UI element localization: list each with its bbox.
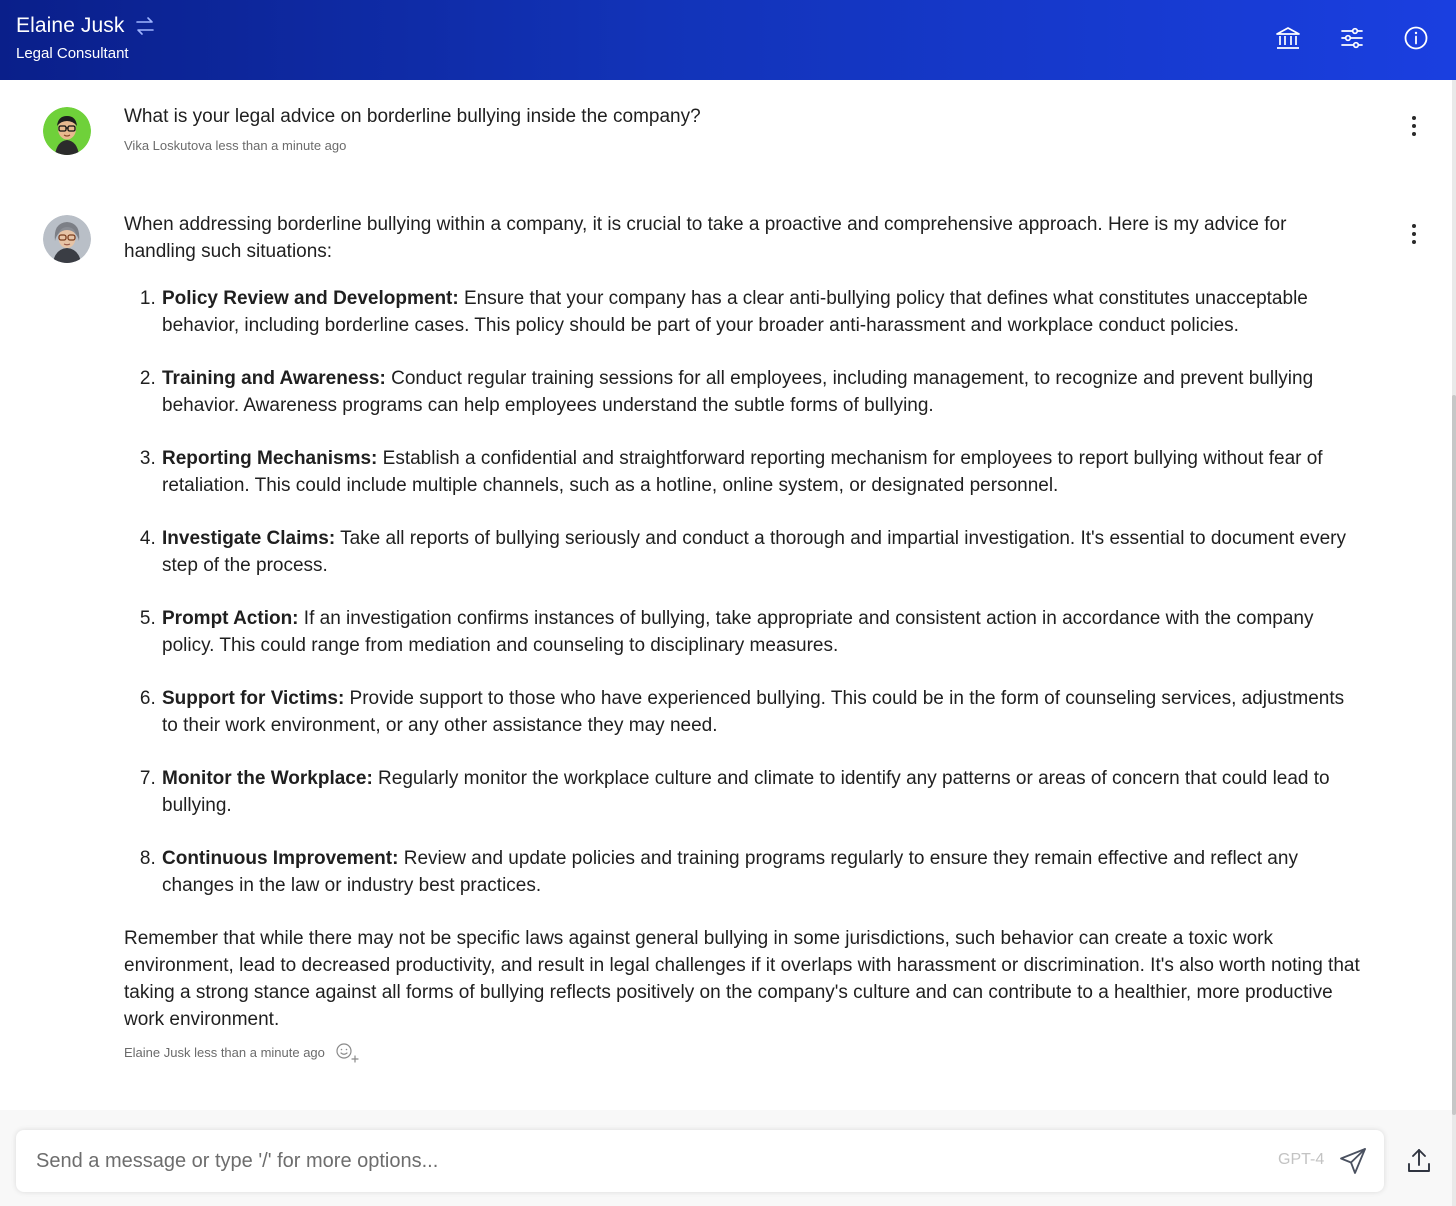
list-item-text: Provide support to those who have experienced bullying. This could be in the form of counseling services, adjustments to their work environment, or any other assistance they may need. — [162, 688, 1345, 736]
list-item — [161, 765, 1360, 819]
list-item-text: Conduct regular training sessions for all employees, including management, to recognize and prevent bullying behavior. Awareness programs can help employees understand the subtle forms of bullying. — [162, 368, 1314, 416]
list-item-title: Reporting Mechanisms: — [162, 448, 378, 469]
list-item-text: If an investigation confirms instances of bullying, take appropriate and consistent action in accordance with the company policy. This could range from mediation and counseling to disciplinary measures. — [162, 608, 1314, 656]
sliders-icon[interactable] — [1338, 24, 1366, 52]
list-item-title: Prompt Action: — [162, 608, 299, 629]
question-text: What is your legal advice on borderline bullying inside the company? — [124, 106, 701, 127]
answer-closing: Remember that while there may not be specific laws against general bullying in some jurisdictions, such behavior can create a toxic work environment, lead to decreased productivity, and result in legal challenges if it overlaps with harassment or discrimination. It's also worth noting that taking a strong stance against all forms of bullying reflects positively on the company's culture and can contribute to a healthier, more productive work environment. — [124, 928, 1360, 1030]
answer-meta-text: Elaine Jusk less than a minute ago — [124, 1044, 325, 1060]
user-message-body — [124, 104, 1360, 153]
send-icon[interactable] — [1338, 1146, 1368, 1176]
list-item-title: Support for Victims: — [162, 688, 345, 709]
list-item-title: Monitor the Workplace: — [162, 768, 373, 789]
assistant-avatar[interactable] — [43, 215, 91, 263]
list-item-text: Take all reports of bullying seriously and conduct a thorough and impartial investigation. It's essential to document every step of the process. — [162, 528, 1347, 576]
scrollbar-thumb[interactable] — [1452, 395, 1456, 1115]
assistant-role: Legal Consultant — [16, 45, 129, 62]
list-item — [161, 445, 1360, 499]
list-item-text: Ensure that your company has a clear anti-bullying policy that defines what constitutes unacceptable behavior, including borderline cases. This policy should be part of your broader anti-harassment and workplace conduct policies. — [162, 288, 1308, 336]
list-item — [161, 365, 1360, 419]
add-reaction-icon[interactable] — [334, 1041, 360, 1063]
header-title-row — [16, 14, 157, 38]
list-item — [161, 285, 1360, 339]
list-item — [161, 605, 1360, 659]
user-avatar[interactable] — [43, 107, 91, 155]
answer-intro: When addressing borderline bullying within a company, it is crucial to take a proactive and comprehensive approach. Here is my advice for handling such situations: — [124, 214, 1287, 262]
assistant-message-body — [124, 211, 1360, 1063]
list-item-title: Investigate Claims: — [162, 528, 336, 549]
assistant-name: Elaine Jusk — [16, 14, 125, 37]
list-item — [161, 845, 1360, 899]
message-composer — [16, 1130, 1384, 1192]
list-item-text: Review and update policies and training programs regularly to ensure they remain effective and reflect any changes in the law or industry best practices. — [162, 848, 1298, 896]
answer-meta — [124, 1041, 1360, 1063]
list-item-text: Regularly monitor the workplace culture and climate to identify any patterns or areas of concern that could lead to bullying. — [162, 768, 1330, 816]
upload-icon[interactable] — [1404, 1146, 1434, 1176]
user-message-menu-icon[interactable] — [1406, 114, 1422, 138]
list-item-title: Training and Awareness: — [162, 368, 386, 389]
list-item — [161, 685, 1360, 739]
app-header — [0, 0, 1456, 80]
list-item-title: Continuous Improvement: — [162, 848, 399, 869]
bank-icon[interactable] — [1274, 24, 1302, 52]
list-item-text: Establish a confidential and straightforward reporting mechanism for employees to report bullying without fear of retaliation. This could include multiple channels, such as a hotline, online system, or designated personnel. — [162, 448, 1323, 496]
advice-list — [124, 285, 1360, 899]
message-input[interactable] — [36, 1130, 1256, 1192]
swap-icon[interactable] — [133, 14, 157, 38]
question-meta-text: Vika Loskutova less than a minute ago — [124, 138, 347, 153]
list-item — [161, 525, 1360, 579]
question-meta — [124, 138, 1360, 153]
model-label[interactable]: GPT-4 — [1278, 1151, 1325, 1168]
list-item-title: Policy Review and Development: — [162, 288, 459, 309]
assistant-message-menu-icon[interactable] — [1406, 222, 1422, 246]
info-icon[interactable] — [1402, 24, 1430, 52]
header-actions — [1274, 24, 1430, 52]
